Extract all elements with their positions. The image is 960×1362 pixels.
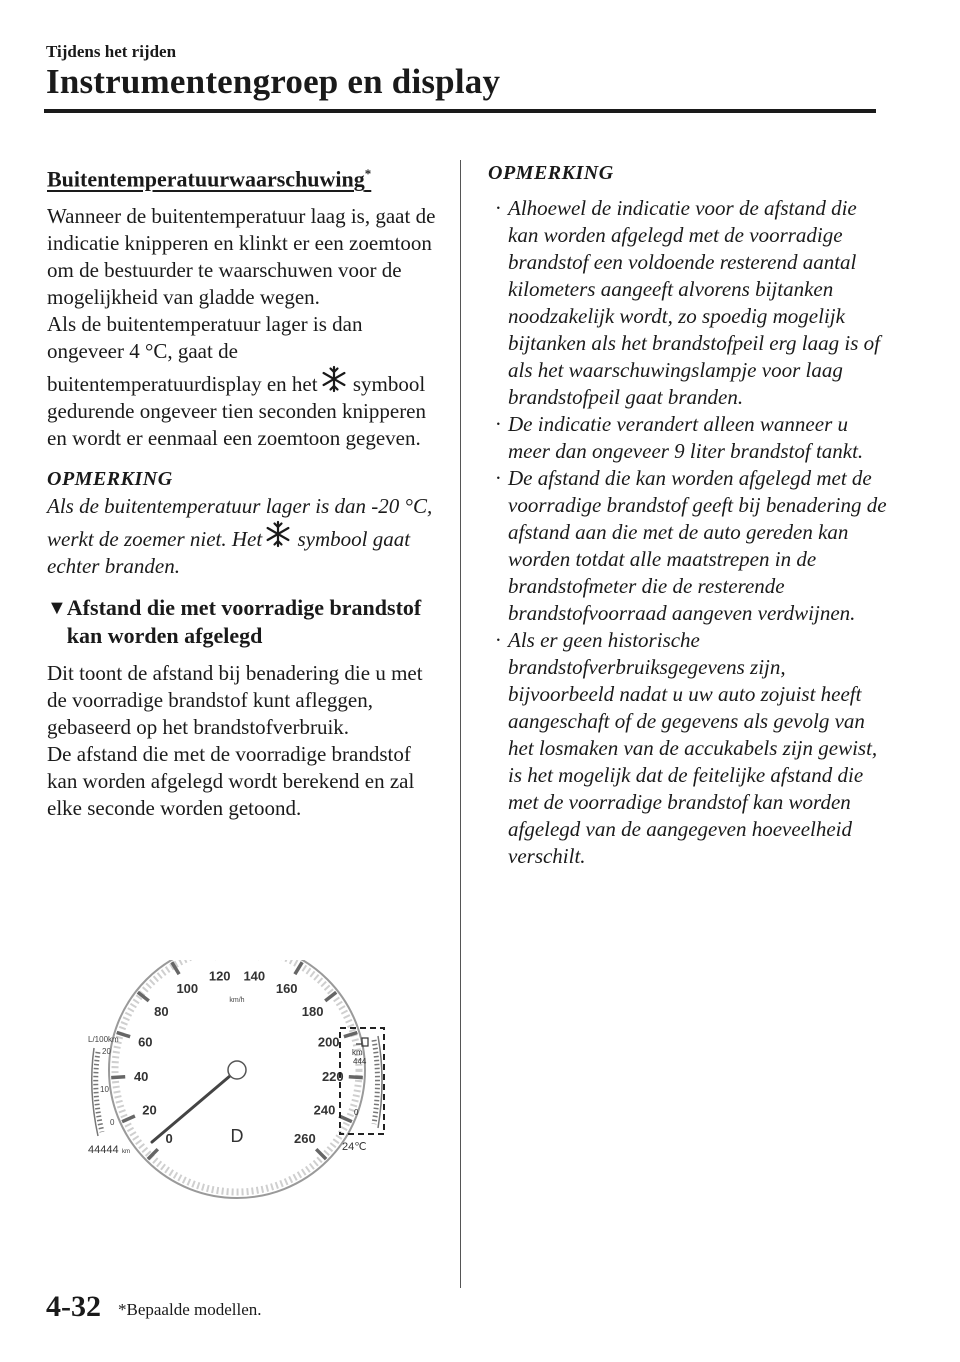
speed-major-tick [325, 992, 336, 1001]
speed-unit: km/h [229, 997, 245, 1004]
bullet-dot: · [495, 628, 501, 652]
instrument-cluster-figure [82, 960, 402, 1210]
speed-label: 140 [243, 968, 266, 984]
paragraph-3: Dit toont de afstand bij benadering die u met de voorradige brandstof kunt afleggen, gebaseerd op het brandstofverbruik. [47, 661, 423, 740]
speed-major-tick [339, 1116, 352, 1122]
needle-hub [228, 1061, 246, 1079]
speed-label: 200 [317, 1034, 340, 1050]
bullet-dot: · [495, 412, 501, 436]
speed-label: 80 [154, 1003, 169, 1019]
speed-label: 240 [313, 1102, 336, 1118]
note-bullet: · Als er geen historische brandstofverbruiksgegevens zijn, bijvoorbeeld nadat u uw auto zojuist heeft aangeschaft of de gegevens als gevolg van het losmaken van de accukabels zijn gewist, is het mogelijk dat de feitelijke afstand die met de voorradige brandstof kan worden afgelegd van de aangegeven hoeveelheid verschilt. [488, 627, 888, 870]
column-divider [460, 160, 461, 1288]
odometer-unit: km [122, 1149, 130, 1155]
left-gauge-label: 10 [100, 1085, 109, 1094]
page-title: Instrumentengroep en display [46, 62, 501, 101]
bullet-dot: · [495, 196, 501, 220]
speed-label: 100 [176, 980, 199, 996]
snowflake-icon [264, 520, 292, 548]
left-gauge-label: 0 [110, 1118, 115, 1127]
speed-label: 0 [165, 1130, 173, 1146]
range-unit: km [352, 1048, 363, 1057]
snowflake-icon [320, 365, 348, 393]
speed-label: 220 [321, 1068, 344, 1084]
speed-major-tick [111, 1077, 125, 1078]
subheading-outside-temp: Buitentemperatuurwaarschuwing* [47, 166, 372, 192]
right-gauge-zero: 0 [354, 1108, 359, 1117]
speedometer-labels [134, 969, 344, 1146]
paragraph-1: Wanneer de buitentemperatuur laag is, gaat de indicatie knipperen en klinkt er een zoemtoon om de bestuurder te waarschuwen voor de mogelijkheid van gladde wegen. [47, 204, 436, 310]
outside-temperature: 24℃ [342, 1141, 367, 1153]
speed-label: 260 [294, 1130, 316, 1146]
title-rule [44, 109, 876, 113]
note-label-left: OPMERKING [47, 468, 173, 491]
page-number: 4-32 [46, 1290, 101, 1323]
speed-label: 60 [138, 1034, 153, 1050]
speed-label: 40 [133, 1068, 149, 1084]
speed-major-tick [148, 1149, 158, 1159]
heading-fuel-range [47, 594, 442, 650]
footnote: *Bepaalde modellen. [118, 1300, 262, 1319]
gear-indicator: D [230, 1126, 244, 1146]
speed-label: 120 [208, 968, 231, 984]
left-gauge-label: 20 [102, 1047, 111, 1056]
note-label-right: OPMERKING [488, 162, 614, 184]
speed-major-tick [344, 1033, 357, 1037]
speed-label: 180 [301, 1003, 324, 1019]
speed-major-tick [117, 1033, 130, 1037]
right-column [488, 160, 888, 870]
section-label: Tijdens het rijden [46, 42, 177, 61]
bullet-dot: · [495, 466, 501, 490]
note-bullet-list [488, 195, 888, 870]
speed-label: 20 [142, 1102, 157, 1118]
range-value: 444 [353, 1057, 367, 1066]
speed-major-tick [349, 1077, 363, 1078]
note-bullet: · Alhoewel de indicatie voor de afstand die kan worden afgelegd met de voorradige brandstof een voldoende resterend aantal kilometers aangeeft alvorens bijtanken noodzakelijk wordt, zo spoedig mogelijk bijtanken als het brandstofpeil erg laag is of als het waarschuwingslampje voor laag brandstofpeil gaat branden. [488, 195, 888, 411]
paragraph-2: Als de buitentemperatuur lager is dan ongeveer 4 °C, gaat de buitentemperatuurdisplay en het symbool gedurende ongeveer tien seconden knipperen en wordt er eenmaal een zoemtoon gegeven. [47, 312, 427, 451]
left-column [47, 160, 442, 822]
triangle-marker-icon: ▼ [47, 597, 67, 620]
heading-fuel-range-text: Afstand die met voorradige brandstof kan worden afgelegd [66, 595, 422, 649]
speedometer-needle [152, 1070, 237, 1142]
note-text-left: Als de buitentemperatuur lager is dan -20 °C, werkt de zoemer niet. Het symbool gaat echter branden. [47, 494, 433, 579]
odometer-value: 44444 [88, 1144, 119, 1156]
paragraph-4: De afstand die met de voorradige brandstof kan worden afgelegd wordt berekend en zal elke seconde worden getoond. [47, 742, 415, 821]
left-gauge-unit: L/100km [88, 1035, 119, 1044]
right-gauge-ticks [374, 1040, 378, 1124]
note-bullet: · De afstand die kan worden afgelegd met de voorradige brandstof geeft bij benadering de afstand aan die met de auto gereden kan worden totdat alle maatstrepen in de brandstofmeter die de resterende brandstofvoorraad aangeven verdwijnen. [488, 465, 888, 627]
model-mark: * [364, 166, 372, 181]
right-gauge-arc [378, 1036, 382, 1128]
speed-label: 160 [275, 980, 298, 996]
note-bullet: · De indicatie verandert alleen wanneer u meer dan ongeveer 9 liter brandstof tankt. [488, 411, 888, 465]
